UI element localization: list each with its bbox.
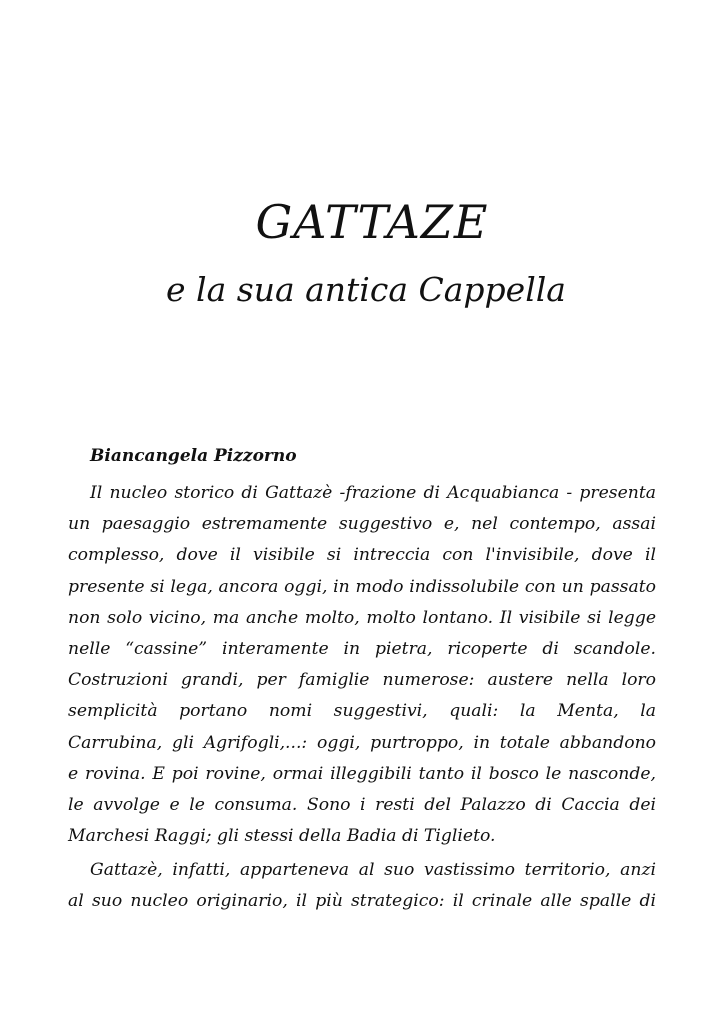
text-line: le avvolge e le consuma. Sono i resti del Palazzo di Caccia dei	[68, 794, 656, 815]
text-line: Gattazè, infatti, apparteneva al suo vastissimo territorio, anzi	[90, 860, 656, 881]
text-line: Il nucleo storico di Gattazè -frazione di Acquabianca - presenta	[90, 483, 656, 503]
document-subtitle: e la sua antica Cappella	[166, 270, 566, 309]
author-name: Biancangela Pizzorno	[90, 446, 297, 466]
text-line: complesso, dove il visibile si intreccia con l'invisibile, dove il	[68, 545, 656, 566]
text-line: e rovina. E poi rovine, ormai illeggibili tanto il bosco le nasconde,	[68, 763, 656, 784]
text-line: Costruzioni grandi, per famiglie numerose: austere nella loro	[68, 670, 656, 691]
document-title: GATTAZE	[255, 195, 489, 249]
paragraph-2	[68, 855, 656, 917]
text-line: Marchesi Raggi; gli stessi della Badia di Tiglieto.	[68, 826, 496, 847]
text-line: semplicità portano nomi suggestivi, quali: la Menta, la	[68, 701, 656, 722]
text-line: nelle “cassine” interamente in pietra, ricoperte di scandole.	[68, 638, 656, 659]
paragraph-1	[68, 478, 656, 852]
text-line: presente si lega, ancora oggi, in modo indissolubile con un passato	[68, 576, 656, 597]
text-line: al suo nucleo originario, il più strategico: il crinale alle spalle di	[68, 891, 656, 912]
text-line: un paesaggio estremamente suggestivo e, nel contempo, assai	[68, 514, 656, 535]
article-body	[68, 478, 656, 918]
text-line: Carrubina, gli Agrifogli,...: oggi, purtroppo, in totale abbandono	[68, 732, 656, 753]
text-line: non solo vicino, ma anche molto, molto lontano. Il visibile si legge	[68, 607, 656, 628]
